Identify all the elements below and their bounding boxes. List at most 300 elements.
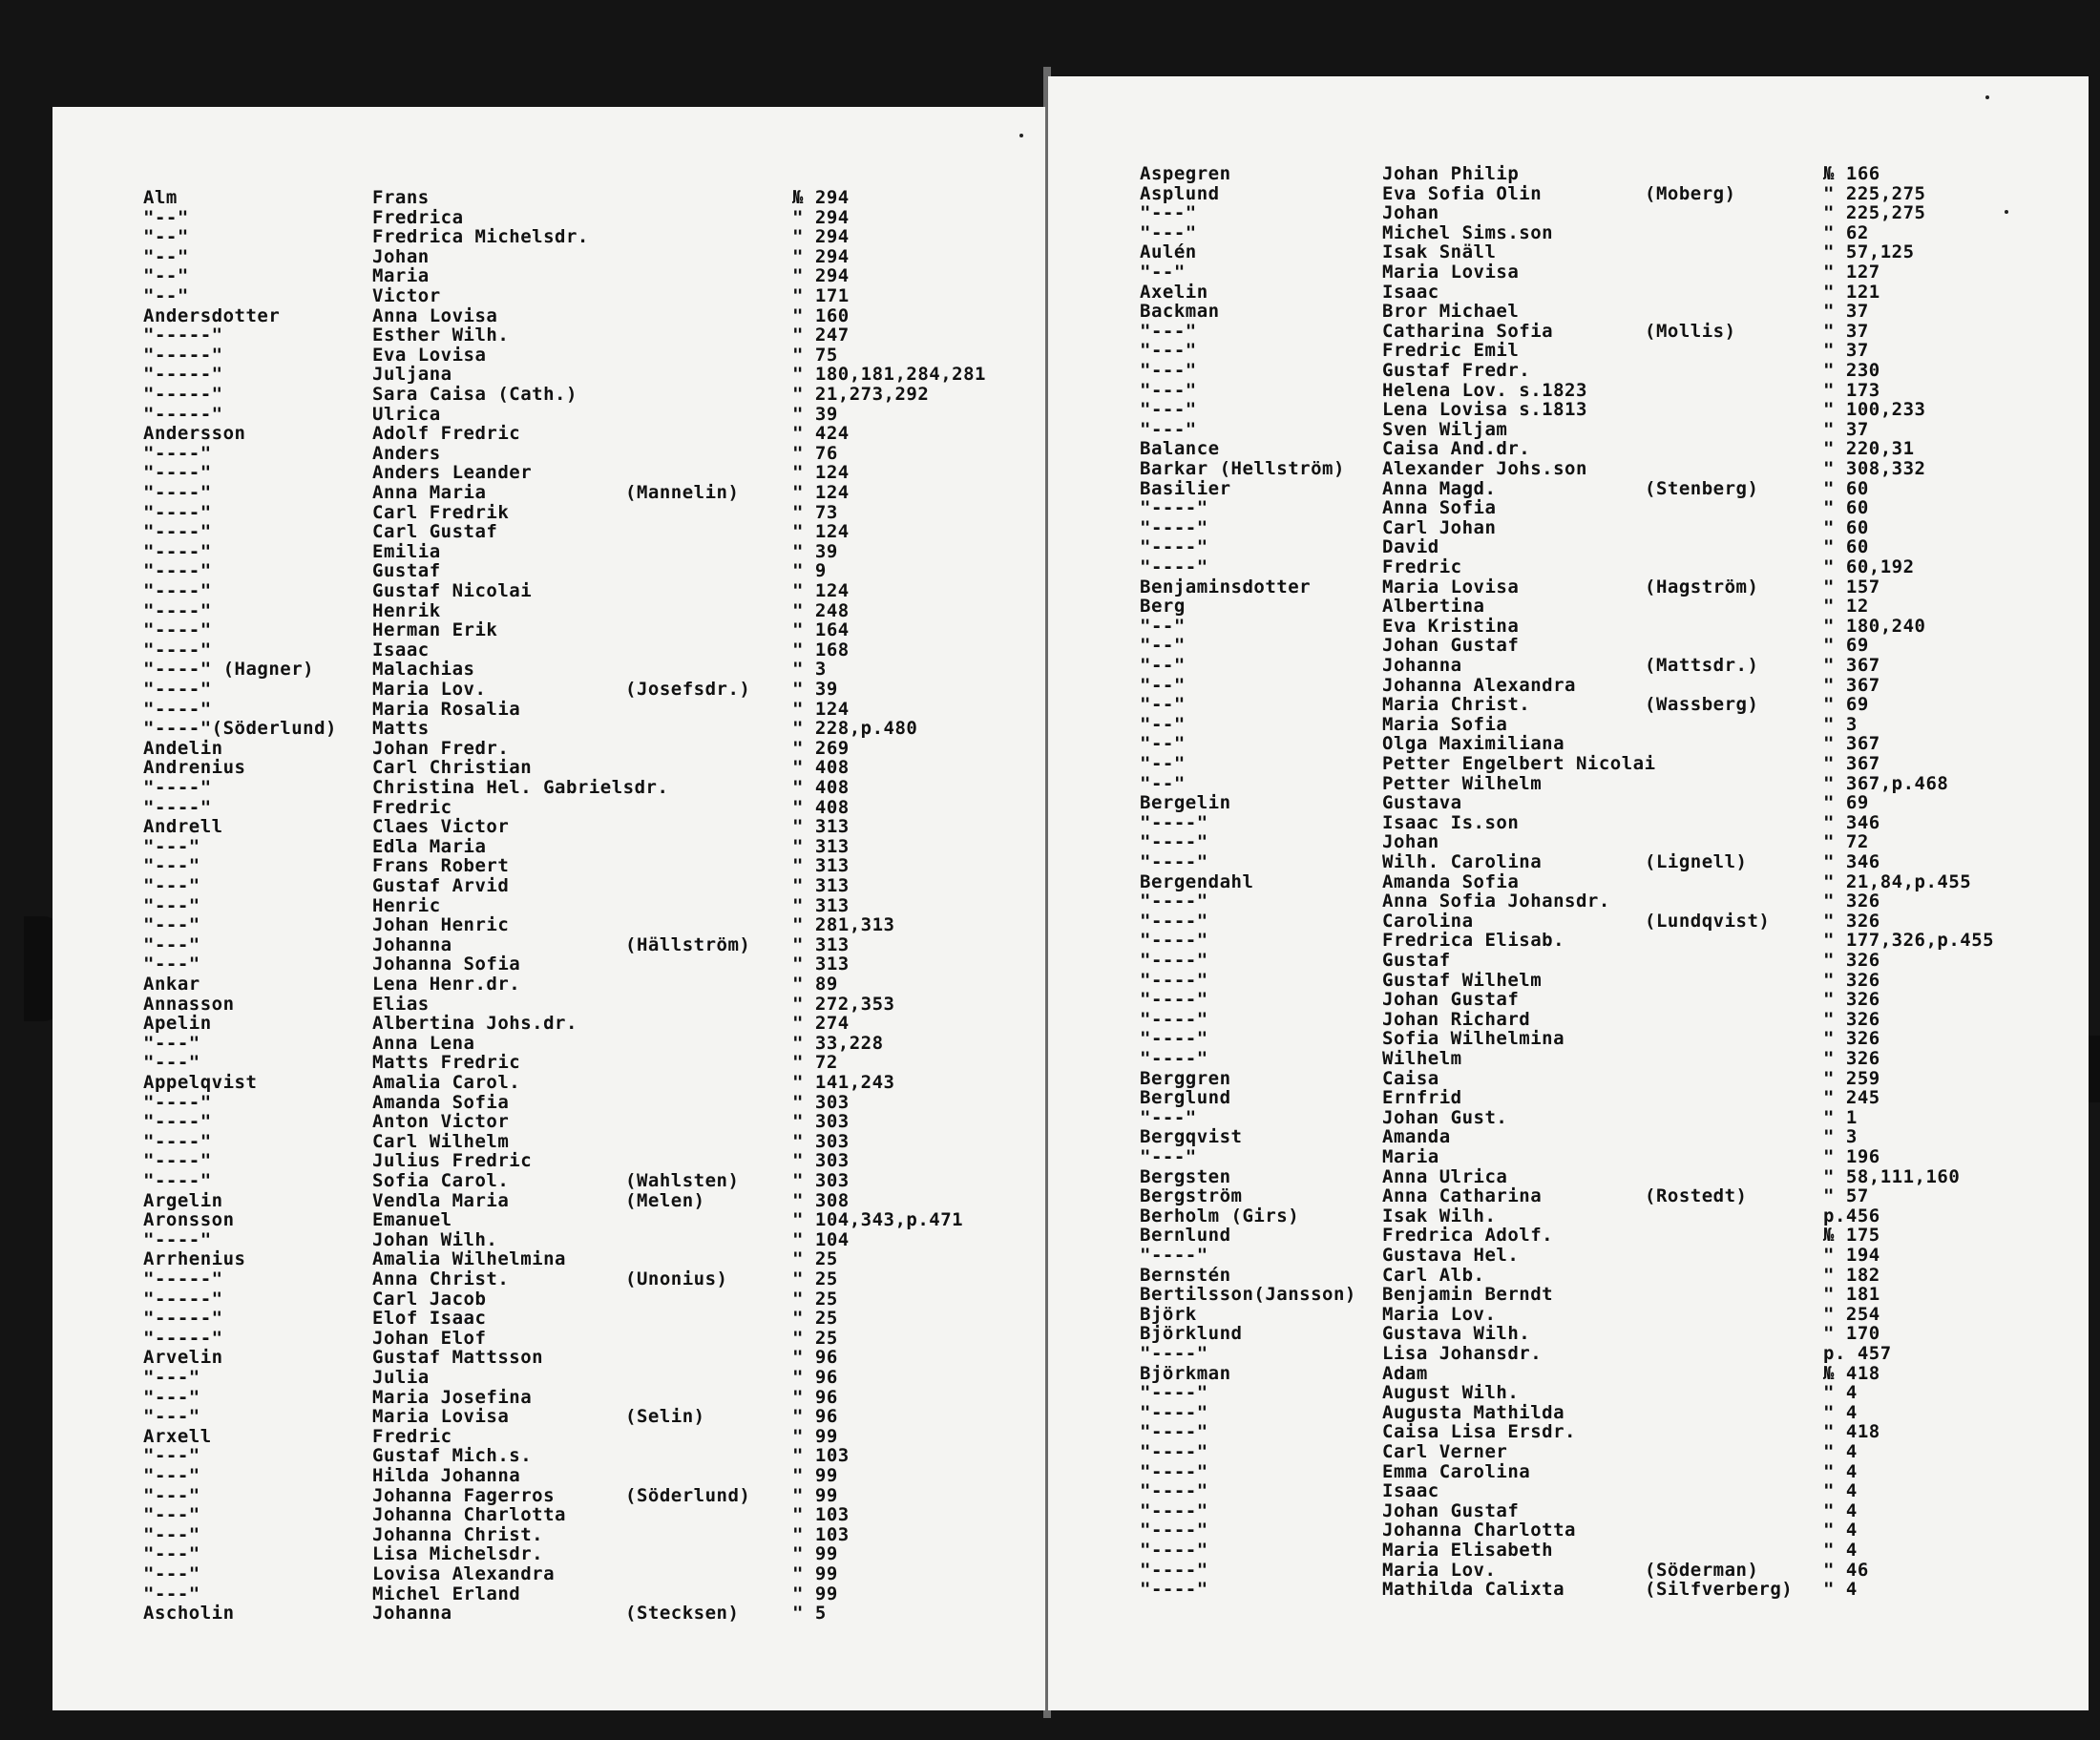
- index-entry: [52, 1073, 1045, 1092]
- index-entry: [1048, 381, 2089, 400]
- entry-page-ref: " 104,343,p.471: [792, 1209, 964, 1231]
- entry-given-name: Hilda Johanna: [372, 1465, 521, 1486]
- entry-surname: "--": [1140, 262, 1186, 283]
- entry-given-name: Gustaf Nicolai: [372, 580, 533, 601]
- entry-surname: Berg: [1140, 596, 1186, 618]
- entry-maiden-name: (Silfverberg): [1645, 1579, 1794, 1601]
- index-entry: [1048, 597, 2089, 616]
- entry-given-name: Maria Lov.: [1382, 1303, 1497, 1325]
- entry-page-ref: " 72: [792, 1052, 838, 1074]
- entry-surname: Aulén: [1140, 241, 1197, 263]
- entry-given-name: Maria Christ.: [1382, 694, 1531, 716]
- index-entry: [1048, 734, 2089, 753]
- entry-given-name: Sofia Wilhelmina: [1382, 1028, 1565, 1050]
- entry-surname: "---": [1140, 418, 1197, 440]
- index-entry: [52, 503, 1045, 522]
- entry-surname: "-----": [143, 1268, 223, 1289]
- index-entry: [1048, 1462, 2089, 1481]
- index-entry: [1048, 832, 2089, 851]
- entry-given-name: Catharina Sofia: [1382, 320, 1554, 342]
- entry-surname: "--": [143, 285, 189, 306]
- index-entry: [52, 1407, 1045, 1426]
- index-entry: [52, 1604, 1045, 1623]
- entry-maiden-name: (Hagström): [1645, 576, 1759, 597]
- entry-surname: Axelin: [1140, 281, 1208, 303]
- entry-maiden-name: (Stenberg): [1645, 477, 1759, 499]
- entry-surname: "----": [1140, 1441, 1208, 1462]
- entry-given-name: Adam: [1382, 1362, 1428, 1384]
- index-entry: [52, 385, 1045, 404]
- entry-given-name: Johanna Charlotta: [1382, 1520, 1576, 1541]
- entry-page-ref: " 21,84,p.455: [1823, 870, 1972, 892]
- index-entry: [52, 325, 1045, 345]
- entry-page-ref: " 60: [1823, 516, 1869, 538]
- entry-given-name: Petter Wilhelm: [1382, 772, 1543, 794]
- entry-surname: "----": [1140, 536, 1208, 558]
- entry-page-ref: " 25: [792, 1327, 838, 1349]
- entry-given-name: August Wilh.: [1382, 1382, 1520, 1404]
- entry-page-ref: " 25: [792, 1308, 838, 1330]
- entry-given-name: Petter Engelbert Nicolai: [1382, 753, 1656, 774]
- entry-given-name: Caisa: [1382, 1067, 1439, 1089]
- entry-surname: "----": [143, 521, 212, 543]
- index-entry: [52, 542, 1045, 561]
- entry-surname: "----" (Hagner): [143, 659, 315, 681]
- entry-surname: Bergström: [1140, 1185, 1243, 1207]
- entry-surname: "----": [143, 1170, 212, 1191]
- entry-surname: "----": [1140, 1460, 1208, 1482]
- index-entry: [52, 1329, 1045, 1348]
- index-entry: [52, 561, 1045, 580]
- entry-surname: "----": [1140, 1499, 1208, 1521]
- index-entry: [1048, 459, 2089, 478]
- entry-given-name: Anders Leander: [372, 462, 533, 484]
- entry-given-name: Anders: [372, 442, 441, 464]
- index-entry: [52, 1525, 1045, 1544]
- entry-given-name: Fredric: [372, 1425, 452, 1447]
- entry-page-ref: " 25: [792, 1288, 838, 1310]
- entry-page-ref: " 408: [792, 757, 850, 779]
- entry-page-ref: " 96: [792, 1406, 838, 1428]
- entry-given-name: Maria Elisabeth: [1382, 1540, 1554, 1561]
- entry-surname: Bernstén: [1140, 1264, 1231, 1286]
- entry-surname: "---": [143, 1543, 200, 1565]
- index-entry: [1048, 400, 2089, 419]
- index-entry: [1048, 852, 2089, 871]
- index-entry: [1048, 164, 2089, 183]
- entry-given-name: Eva Sofia Olin: [1382, 182, 1543, 204]
- index-entry: [1048, 1305, 2089, 1324]
- entry-page-ref: " 4: [1823, 1499, 1858, 1521]
- entry-surname: "--": [1140, 733, 1186, 755]
- index-entry: [1048, 1501, 2089, 1520]
- entry-page-ref: " 62: [1823, 221, 1869, 243]
- index-entry: [1048, 891, 2089, 911]
- entry-given-name: Caisa And.dr.: [1382, 438, 1531, 460]
- entry-surname: Balance: [1140, 438, 1220, 460]
- entry-surname: "----": [1140, 1520, 1208, 1541]
- entry-given-name: Johanna: [372, 933, 452, 955]
- entry-surname: "----": [143, 540, 212, 562]
- entry-given-name: Victor: [372, 285, 441, 306]
- entry-page-ref: " 272,353: [792, 993, 895, 1015]
- entry-page-ref: " 99: [792, 1543, 838, 1565]
- entry-given-name: Johanna Fagerros: [372, 1484, 556, 1506]
- entry-surname: "----": [1140, 1559, 1208, 1581]
- entry-surname: "--": [1140, 615, 1186, 637]
- index-entry: [52, 1210, 1045, 1229]
- entry-given-name: Anna Magd.: [1382, 477, 1497, 499]
- entry-surname: Basilier: [1140, 477, 1231, 499]
- index-entry: [1048, 262, 2089, 282]
- entry-surname: "----": [1140, 950, 1208, 971]
- index-entry: [1048, 656, 2089, 675]
- entry-surname: "-----": [143, 1327, 223, 1349]
- entry-given-name: Isaac: [1382, 1480, 1439, 1502]
- entry-page-ref: " 4: [1823, 1401, 1858, 1423]
- entry-given-name: Eva Kristina: [1382, 615, 1520, 637]
- entry-surname: "---": [143, 1583, 200, 1604]
- entry-given-name: Caisa Lisa Ersdr.: [1382, 1421, 1576, 1443]
- entry-surname: Bertilsson(Jansson): [1140, 1284, 1356, 1306]
- entry-given-name: Maria: [1382, 1146, 1439, 1167]
- entry-given-name: Sven Wiljam: [1382, 418, 1508, 440]
- entry-surname: Berggren: [1140, 1067, 1231, 1089]
- entry-page-ref: " 245: [1823, 1087, 1880, 1109]
- index-entry: [52, 876, 1045, 895]
- entry-surname: "----": [1140, 1008, 1208, 1030]
- entry-given-name: Anna Sofia: [1382, 497, 1497, 519]
- index-entry: [1048, 1344, 2089, 1363]
- index-entry: [52, 463, 1045, 482]
- entry-surname: Asplund: [1140, 182, 1220, 204]
- entry-given-name: Emilia: [372, 540, 441, 562]
- entry-surname: "---": [143, 1032, 200, 1054]
- entry-surname: "--": [1140, 713, 1186, 735]
- entry-surname: Bernlund: [1140, 1225, 1231, 1247]
- entry-given-name: Anna Ulrica: [1382, 1165, 1508, 1187]
- entry-page-ref: " 196: [1823, 1146, 1880, 1167]
- entry-given-name: Carl Fredrik: [372, 501, 510, 523]
- index-entry: [1048, 931, 2089, 950]
- index-entry: [52, 975, 1045, 994]
- entry-page-ref: " 4: [1823, 1540, 1858, 1561]
- entry-page-ref: " 326: [1823, 910, 1880, 932]
- entry-given-name: Johanna: [372, 1603, 452, 1625]
- index-entry: [1048, 1186, 2089, 1205]
- index-entry: [52, 1093, 1045, 1112]
- entry-surname: Björkman: [1140, 1362, 1231, 1384]
- entry-given-name: Albertina Johs.dr.: [372, 1013, 578, 1035]
- entry-maiden-name: (Söderlund): [625, 1484, 751, 1506]
- entry-given-name: Olga Maximiliana: [1382, 733, 1565, 755]
- entry-page-ref: № 294: [792, 187, 850, 208]
- entry-page-ref: " 9: [792, 560, 827, 582]
- entry-surname: "---": [1140, 1146, 1197, 1167]
- entry-page-ref: " 408: [792, 777, 850, 798]
- index-entry: [52, 1446, 1045, 1465]
- entry-surname: "----": [143, 1091, 212, 1113]
- entry-given-name: Maria Lovisa: [372, 1406, 510, 1428]
- entry-maiden-name: (Lundqvist): [1645, 910, 1771, 932]
- entry-given-name: Amalia Carol.: [372, 1072, 521, 1093]
- entry-page-ref: " 173: [1823, 379, 1880, 401]
- entry-surname: "----": [1140, 969, 1208, 991]
- entry-page-ref: " 60,192: [1823, 556, 1915, 577]
- entry-surname: "----": [143, 501, 212, 523]
- entry-surname: "---": [1140, 320, 1197, 342]
- entry-page-ref: " 367: [1823, 674, 1880, 696]
- entry-given-name: Esther Wilh.: [372, 325, 510, 346]
- entry-given-name: Maria Lovisa: [1382, 576, 1520, 597]
- entry-surname: "---": [143, 1386, 200, 1408]
- entry-page-ref: " 180,240: [1823, 615, 1926, 637]
- entry-page-ref: " 4: [1823, 1520, 1858, 1541]
- entry-given-name: Ulrica: [372, 403, 441, 425]
- entry-page-ref: " 228,p.480: [792, 718, 918, 740]
- entry-surname: "---": [143, 1052, 200, 1074]
- entry-surname: Ascholin: [143, 1603, 235, 1625]
- entry-given-name: Johanna Alexandra: [1382, 674, 1576, 696]
- entry-given-name: Carolina: [1382, 910, 1474, 932]
- entry-given-name: Johan Elof: [372, 1327, 487, 1349]
- entry-given-name: Vendla Maria: [372, 1189, 510, 1211]
- entry-surname: "--": [143, 265, 189, 287]
- entry-given-name: Julia: [372, 1367, 430, 1388]
- index-entry: [52, 640, 1045, 660]
- entry-surname: "---": [143, 1445, 200, 1467]
- left-page: [52, 107, 1045, 1710]
- entry-given-name: Carl Gustaf: [372, 521, 498, 543]
- entry-page-ref: № 166: [1823, 163, 1880, 184]
- entry-page-ref: " 294: [792, 206, 850, 228]
- entry-surname: Andrenius: [143, 757, 246, 779]
- entry-surname: Andersdotter: [143, 304, 281, 326]
- index-entry: [1048, 636, 2089, 655]
- entry-surname: "---": [143, 954, 200, 975]
- entry-page-ref: " 37: [1823, 340, 1869, 362]
- entry-page-ref: " 33,228: [792, 1032, 884, 1054]
- entry-page-ref: " 326: [1823, 950, 1880, 971]
- index-entry: [52, 1132, 1045, 1151]
- entry-given-name: Johan Gustaf: [1382, 635, 1520, 657]
- entry-given-name: Johan Henric: [372, 914, 510, 936]
- entry-surname: Andrell: [143, 816, 223, 838]
- entry-page-ref: " 60: [1823, 536, 1869, 558]
- entry-given-name: Gustaf Arvid: [372, 875, 510, 896]
- entry-page-ref: " 4: [1823, 1460, 1858, 1482]
- entry-maiden-name: (Hällström): [625, 933, 751, 955]
- entry-given-name: Lisa Michelsdr.: [372, 1543, 544, 1565]
- entry-page-ref: " 294: [792, 245, 850, 267]
- entry-page-ref: " 12: [1823, 596, 1869, 618]
- entry-page-ref: " 99: [792, 1484, 838, 1506]
- index-entry: [1048, 813, 2089, 832]
- entry-given-name: Juljana: [372, 364, 452, 386]
- entry-maiden-name: (Unonius): [625, 1268, 728, 1289]
- entry-page-ref: " 326: [1823, 891, 1880, 912]
- entry-surname: Björk: [1140, 1303, 1197, 1325]
- entry-given-name: Michel Sims.son: [1382, 221, 1554, 243]
- index-entry: [1048, 1383, 2089, 1402]
- entry-page-ref: " 171: [792, 285, 850, 306]
- entry-page-ref: " 3: [1823, 713, 1858, 735]
- entry-given-name: Helena Lov. s.1823: [1382, 379, 1587, 401]
- entry-page-ref: p. 457: [1823, 1343, 1892, 1364]
- entry-page-ref: " 326: [1823, 1028, 1880, 1050]
- entry-given-name: Gustaf Mich.s.: [372, 1445, 533, 1467]
- index-entry: [1048, 1049, 2089, 1068]
- entry-page-ref: " 57,125: [1823, 241, 1915, 263]
- index-entry: [52, 935, 1045, 954]
- entry-surname: "---": [1140, 379, 1197, 401]
- index-entry: [52, 522, 1045, 541]
- entry-page-ref: " 4: [1823, 1480, 1858, 1502]
- entry-surname: Björklund: [1140, 1323, 1243, 1345]
- index-entry: [1048, 695, 2089, 714]
- index-entry: [52, 954, 1045, 974]
- index-entry: [1048, 1127, 2089, 1146]
- index-entry: [52, 424, 1045, 443]
- entry-surname: "-----": [143, 1308, 223, 1330]
- index-entry: [52, 719, 1045, 738]
- entry-given-name: Albertina: [1382, 596, 1485, 618]
- entry-given-name: Herman Erik: [372, 619, 498, 641]
- index-entry: [1048, 617, 2089, 636]
- index-entry: [1048, 242, 2089, 262]
- entry-surname: "----": [1140, 989, 1208, 1011]
- entry-surname: "---": [1140, 221, 1197, 243]
- index-entry: [1048, 283, 2089, 302]
- entry-page-ref: " 60: [1823, 497, 1869, 519]
- entry-page-ref: " 99: [792, 1465, 838, 1486]
- entry-page-ref: " 177,326,p.455: [1823, 930, 1995, 952]
- index-entry: [52, 995, 1045, 1014]
- entry-given-name: Anna Sofia Johansdr.: [1382, 891, 1610, 912]
- index-entry: [1048, 990, 2089, 1009]
- entry-surname: "----": [143, 1111, 212, 1133]
- index-entry: [1048, 341, 2089, 360]
- entry-page-ref: " 225,275: [1823, 202, 1926, 224]
- index-entry: [52, 247, 1045, 266]
- entry-given-name: Maria Rosalia: [372, 698, 521, 720]
- entry-given-name: Lovisa Alexandra: [372, 1563, 556, 1584]
- index-entry: [1048, 1442, 2089, 1461]
- entry-page-ref: " 4: [1823, 1579, 1858, 1601]
- entry-given-name: Maria: [372, 265, 430, 287]
- entry-surname: "----": [143, 442, 212, 464]
- entry-page-ref: " 367: [1823, 753, 1880, 774]
- entry-page-ref: " 248: [792, 599, 850, 621]
- index-entry: [52, 620, 1045, 639]
- entry-given-name: Fredrica Adolf.: [1382, 1225, 1554, 1247]
- entry-given-name: Maria Lovisa: [1382, 262, 1520, 283]
- ink-speck: [1019, 134, 1023, 137]
- entry-surname: Alm: [143, 187, 178, 208]
- entry-page-ref: " 21,273,292: [792, 384, 930, 405]
- entry-given-name: Carl Jacob: [372, 1288, 487, 1310]
- entry-page-ref: " 367: [1823, 733, 1880, 755]
- entry-surname: Arvelin: [143, 1347, 223, 1369]
- index-entry: [52, 365, 1045, 384]
- index-entry: [52, 1230, 1045, 1249]
- entry-surname: Bergelin: [1140, 792, 1231, 814]
- index-entry: [52, 1191, 1045, 1210]
- entry-given-name: Fredric: [1382, 556, 1462, 577]
- index-entry: [52, 817, 1045, 836]
- entry-page-ref: " 230: [1823, 360, 1880, 381]
- entry-surname: "----": [1140, 1343, 1208, 1364]
- index-entry: [1048, 479, 2089, 498]
- entry-given-name: Frans: [372, 187, 430, 208]
- entry-page-ref: " 313: [792, 816, 850, 838]
- index-entry: [52, 188, 1045, 207]
- entry-surname: "----": [1140, 891, 1208, 912]
- index-entry: [1048, 1246, 2089, 1265]
- entry-page-ref: " 39: [792, 540, 838, 562]
- entry-page-ref: " 60: [1823, 477, 1869, 499]
- index-entry: [52, 1309, 1045, 1328]
- entry-given-name: Isak Wilh.: [1382, 1205, 1497, 1226]
- index-entry: [1048, 1422, 2089, 1441]
- entry-surname: "-----": [143, 364, 223, 386]
- entry-surname: Barkar (Hellström): [1140, 458, 1345, 479]
- index-entry: [1048, 774, 2089, 793]
- entry-given-name: Claes Victor: [372, 816, 510, 838]
- entry-given-name: Johan Wilh.: [372, 1228, 498, 1250]
- entry-given-name: Augusta Mathilda: [1382, 1401, 1565, 1423]
- entry-surname: "--": [1140, 674, 1186, 696]
- entry-surname: "----": [1140, 1540, 1208, 1561]
- index-entry: [1048, 1561, 2089, 1580]
- index-entry: [52, 1564, 1045, 1583]
- entry-page-ref: " 69: [1823, 792, 1869, 814]
- entry-page-ref: " 76: [792, 442, 838, 464]
- index-entry: [1048, 498, 2089, 517]
- entry-surname: "---": [143, 855, 200, 877]
- entry-given-name: Anna Catharina: [1382, 1185, 1543, 1207]
- entry-given-name: Ernfrid: [1382, 1087, 1462, 1109]
- entry-given-name: Amalia Wilhelmina: [372, 1248, 566, 1270]
- entry-page-ref: " 170: [1823, 1323, 1880, 1345]
- entry-surname: Backman: [1140, 301, 1220, 323]
- entry-surname: "-----": [143, 384, 223, 405]
- entry-surname: "---": [1140, 399, 1197, 421]
- entry-surname: "----": [143, 619, 212, 641]
- index-entry: [1048, 951, 2089, 970]
- entry-given-name: Matts: [372, 718, 430, 740]
- entry-given-name: Lisa Johansdr.: [1382, 1343, 1543, 1364]
- entry-surname: "---": [143, 933, 200, 955]
- entry-surname: "----": [1140, 1048, 1208, 1069]
- entry-surname: "--": [143, 226, 189, 248]
- entry-given-name: Johanna Sofia: [372, 954, 521, 975]
- entry-surname: "---": [143, 914, 200, 936]
- entry-surname: "---": [1140, 340, 1197, 362]
- entry-maiden-name: (Stecksen): [625, 1603, 740, 1625]
- entry-page-ref: " 294: [792, 226, 850, 248]
- index-entry: [1048, 361, 2089, 380]
- index-entry: [1048, 203, 2089, 222]
- entry-surname: "----": [1140, 1480, 1208, 1502]
- entry-surname: "-----": [143, 344, 223, 366]
- entry-page-ref: " 69: [1823, 635, 1869, 657]
- entry-surname: "---": [143, 835, 200, 857]
- entry-surname: "----": [1140, 831, 1208, 853]
- entry-page-ref: " 4: [1823, 1441, 1858, 1462]
- entry-page-ref: " 313: [792, 855, 850, 877]
- index-entry: [52, 1171, 1045, 1190]
